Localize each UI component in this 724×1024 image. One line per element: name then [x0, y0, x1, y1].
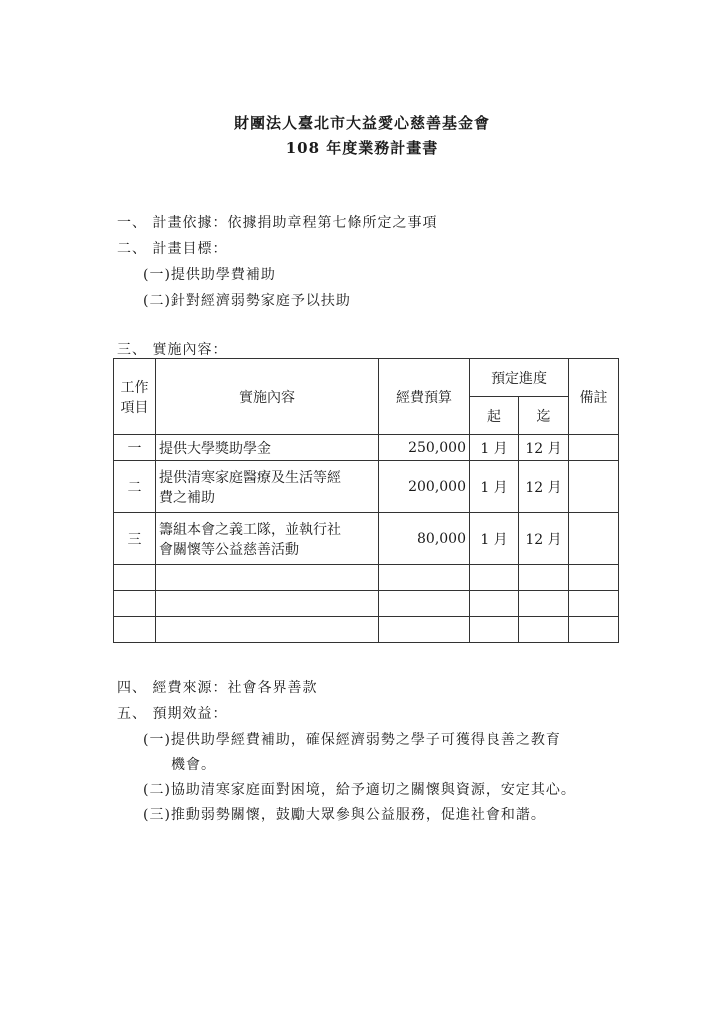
section-benefits: 五、 預期效益： — [117, 706, 228, 722]
row-content: 提供大學獎助學金 — [156, 435, 379, 461]
row-content: 提供清寒家庭醫療及生活等經 費之補助 — [156, 461, 379, 513]
row-start: 1 月 — [470, 435, 519, 461]
goal-item: (一)提供助學費補助 — [143, 267, 276, 283]
header-budget: 經費預算 — [379, 359, 470, 435]
header-content: 實施內容 — [156, 359, 379, 435]
row-item: 一 — [114, 435, 156, 461]
row-item: 三 — [114, 513, 156, 565]
header-start: 起 — [470, 397, 519, 435]
goal-item: (二)針對經濟弱勢家庭予以扶助 — [143, 293, 351, 309]
benefit-item: (一)提供助學經費補助，確保經濟弱勢之學子可獲得良善之教育 — [143, 732, 561, 748]
section-goals: 二、 計畫目標： — [117, 241, 228, 257]
row-content: 籌組本會之義工隊，並執行社 會關懷等公益慈善活動 — [156, 513, 379, 565]
empty-row — [114, 617, 619, 643]
empty-row — [114, 565, 619, 591]
header-work-item: 工作 項目 — [114, 359, 156, 435]
table-row — [114, 461, 619, 513]
header-end: 迄 — [519, 397, 569, 435]
row-note — [569, 461, 619, 513]
row-start: 1 月 — [470, 461, 519, 513]
organization-name: 財團法人臺北市大益愛心慈善基金會 — [233, 114, 490, 132]
row-end: 12 月 — [519, 435, 569, 461]
document-title: 108 年度業務計畫書 — [285, 139, 439, 157]
row-end: 12 月 — [519, 513, 569, 565]
row-budget: 250,000 — [379, 435, 470, 461]
row-note — [569, 435, 619, 461]
section-funding: 四、 經費來源：社會各界善款 — [117, 680, 318, 696]
benefit-item: (二)協助清寒家庭面對困境，給予適切之關懷與資源，安定其心。 — [143, 782, 576, 798]
header-note: 備註 — [569, 359, 619, 435]
header-schedule: 預定進度 — [470, 359, 569, 397]
section-implementation: 三、 實施內容： — [117, 342, 228, 358]
section-basis: 一、 計畫依據：依據捐助章程第七條所定之事項 — [117, 215, 438, 231]
benefit-item-continuation: 機會。 — [171, 757, 216, 773]
row-budget: 200,000 — [379, 461, 470, 513]
row-budget: 80,000 — [379, 513, 470, 565]
row-start: 1 月 — [470, 513, 519, 565]
table-row — [114, 513, 619, 565]
benefit-item: (三)推動弱勢關懷，鼓勵大眾參與公益服務，促進社會和諧。 — [143, 807, 546, 823]
row-item: 二 — [114, 461, 156, 513]
implementation-table — [113, 358, 619, 643]
row-note — [569, 513, 619, 565]
row-end: 12 月 — [519, 461, 569, 513]
empty-row — [114, 591, 619, 617]
table-row — [114, 435, 619, 461]
